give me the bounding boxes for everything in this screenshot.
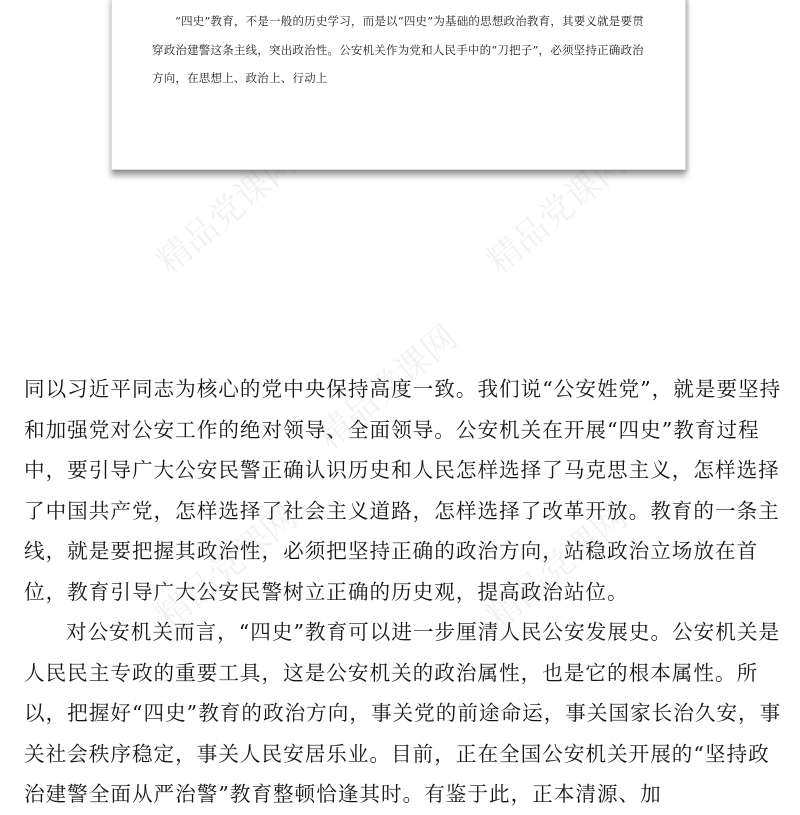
watermark: 精品党课网 [149, 142, 306, 283]
article-paragraph-1: 同以习近平同志为核心的党中央保持高度一致。我们说“公安姓党”，就是要坚持和加强党对公安工作的绝对领导、全面领导。公安机关在开展“四史”教育过程中，要引导广大公安民警正确认识历史和人民怎样选择了马克思主义，怎样选择了中国共产党，怎样选择了社会主义道路，怎样选择了改革开放。教育的一条主线，就是要把握其政治性，必须把坚持正确的政治方向，站稳政治立场放在首位，教育引导广大公安民警树立正确的历史观，提高政治站位。 [24, 377, 782, 604]
watermark: 精品党课网 [479, 497, 636, 638]
excerpt-text-block [152, 7, 652, 93]
watermark: 精品党课网 [479, 142, 636, 283]
excerpt-card [111, 0, 686, 170]
article-body [24, 369, 784, 815]
article-paragraph-2: 对公安机关而言，“四史”教育可以进一步厘清人民公安发展史。公安机关是人民民主专政的重要工具，这是公安机关的政治属性，也是它的根本属性。所以，把握好“四史”教育的政治方向，事关党的前途命运，事关国家长治久安，事关社会秩序稳定，事关人民安居乐业。目前，正在全国公安机关开展的“坚持政治建警全面从严治警”教育整顿恰逢其时。有鉴于此，正本清源、加 [24, 620, 782, 806]
excerpt-paragraph: “四史”教育，不是一般的历史学习，而是以“四史”为基础的思想政治教育，其要义就是要贯穿政治建警这条主线，突出政治性。公安机关作为党和人民手中的“刀把子”，必须坚持正确政治方向，在思想上、政治上、行动上 [152, 14, 644, 85]
watermark: 精品党课网 [309, 317, 466, 458]
watermark: 精品党课网 [149, 497, 306, 638]
